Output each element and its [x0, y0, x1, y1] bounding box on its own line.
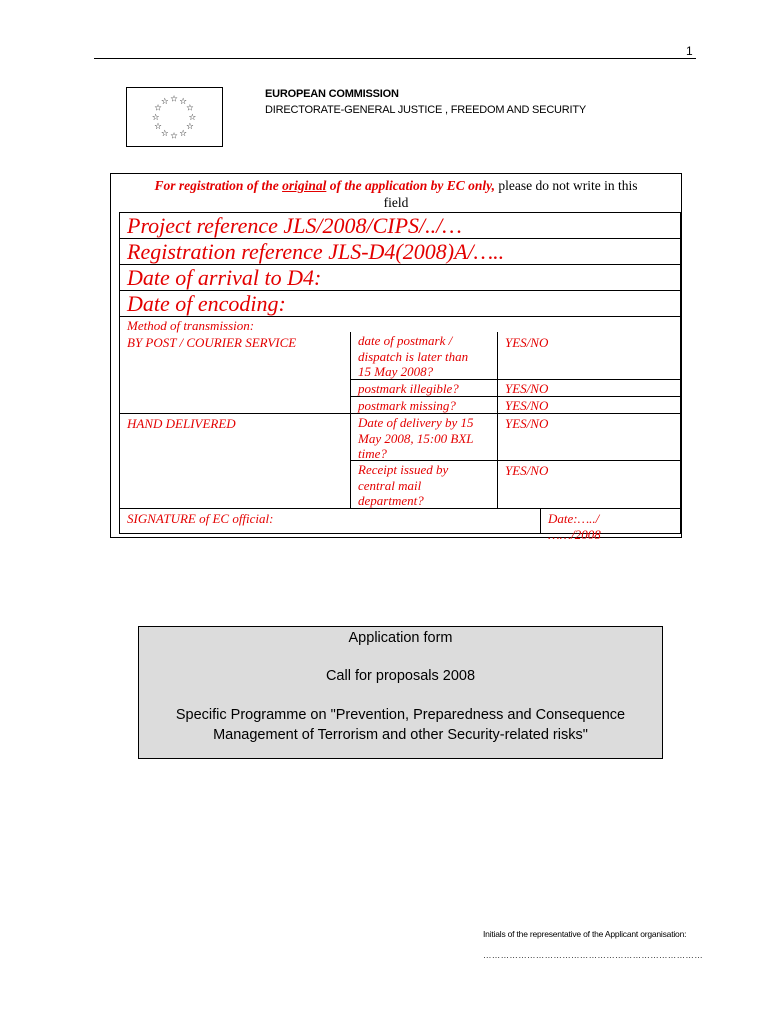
- star-icon: ☆: [154, 103, 162, 114]
- project-reference: Project reference JLS/2008/CIPS/../…: [127, 213, 462, 238]
- star-icon: ☆: [160, 128, 169, 139]
- star-icon: ☆: [186, 103, 194, 114]
- org-subtitle: DIRECTORATE-GENERAL JUSTICE , FREEDOM AND SECURITY: [265, 104, 587, 116]
- star-icon: ☆: [179, 96, 188, 107]
- signature-label: SIGNATURE of EC official:: [127, 511, 274, 526]
- yes-no-postmark: YES/NO: [505, 335, 549, 350]
- missing-question: postmark missing?: [358, 398, 456, 413]
- registration-note: For registration of the original of the application by EC only, please do not write in this field: [154, 178, 638, 210]
- postmark-question: date of postmark / dispatch is later than 15 May 2008?: [358, 333, 469, 379]
- programme-line-1: Specific Programme on "Prevention, Preparedness and Consequence: [175, 707, 626, 723]
- star-icon: ☆: [188, 112, 197, 123]
- yes-no-delivery: YES/NO: [505, 416, 549, 431]
- initials-label: Initials of the representative of the Applicant organisation:: [483, 929, 687, 939]
- star-icon: ☆: [170, 131, 178, 142]
- date-of-encoding: Date of encoding:: [127, 291, 286, 316]
- star-icon: ☆: [170, 94, 178, 105]
- programme-line-2: Management of Terrorism and other Security-related risks": [213, 727, 588, 743]
- call-title: Call for proposals 2008: [325, 668, 476, 684]
- star-icon: ☆: [160, 96, 169, 107]
- eu-flag-icon: [126, 87, 223, 147]
- star-icon: ☆: [154, 122, 162, 133]
- method-label: Method of transmission:: [127, 318, 255, 333]
- org-title: EUROPEAN COMMISSION: [265, 88, 399, 100]
- delivery-question: Date of delivery by 15 May 2008, 15:00 BXL time?: [358, 415, 474, 461]
- header-rule: [94, 58, 696, 59]
- by-post-label: BY POST / COURIER SERVICE: [127, 335, 297, 350]
- date-of-arrival: Date of arrival to D4:: [127, 265, 322, 290]
- initials-field: …………………………………………………………………: [483, 950, 703, 960]
- star-icon: ☆: [151, 112, 160, 123]
- star-icon: ☆: [186, 122, 194, 133]
- yes-no-receipt: YES/NO: [505, 463, 549, 478]
- page-number: 1: [686, 44, 693, 58]
- yes-no-illegible: YES/NO: [505, 381, 549, 396]
- column-divider: [350, 332, 351, 508]
- hand-delivered-label: HAND DELIVERED: [127, 416, 236, 431]
- column-divider: [540, 508, 541, 534]
- star-icon: ☆: [179, 128, 188, 139]
- receipt-question: Receipt issued by central mail department?: [358, 462, 449, 508]
- illegible-question: postmark illegible?: [358, 381, 459, 396]
- signature-date: Date:…../ ……/2008: [548, 511, 601, 542]
- registration-reference: Registration reference JLS-D4(2008)A/…..: [127, 239, 505, 264]
- column-divider: [497, 332, 498, 508]
- application-title: Application form: [348, 630, 453, 646]
- yes-no-missing: YES/NO: [505, 398, 549, 413]
